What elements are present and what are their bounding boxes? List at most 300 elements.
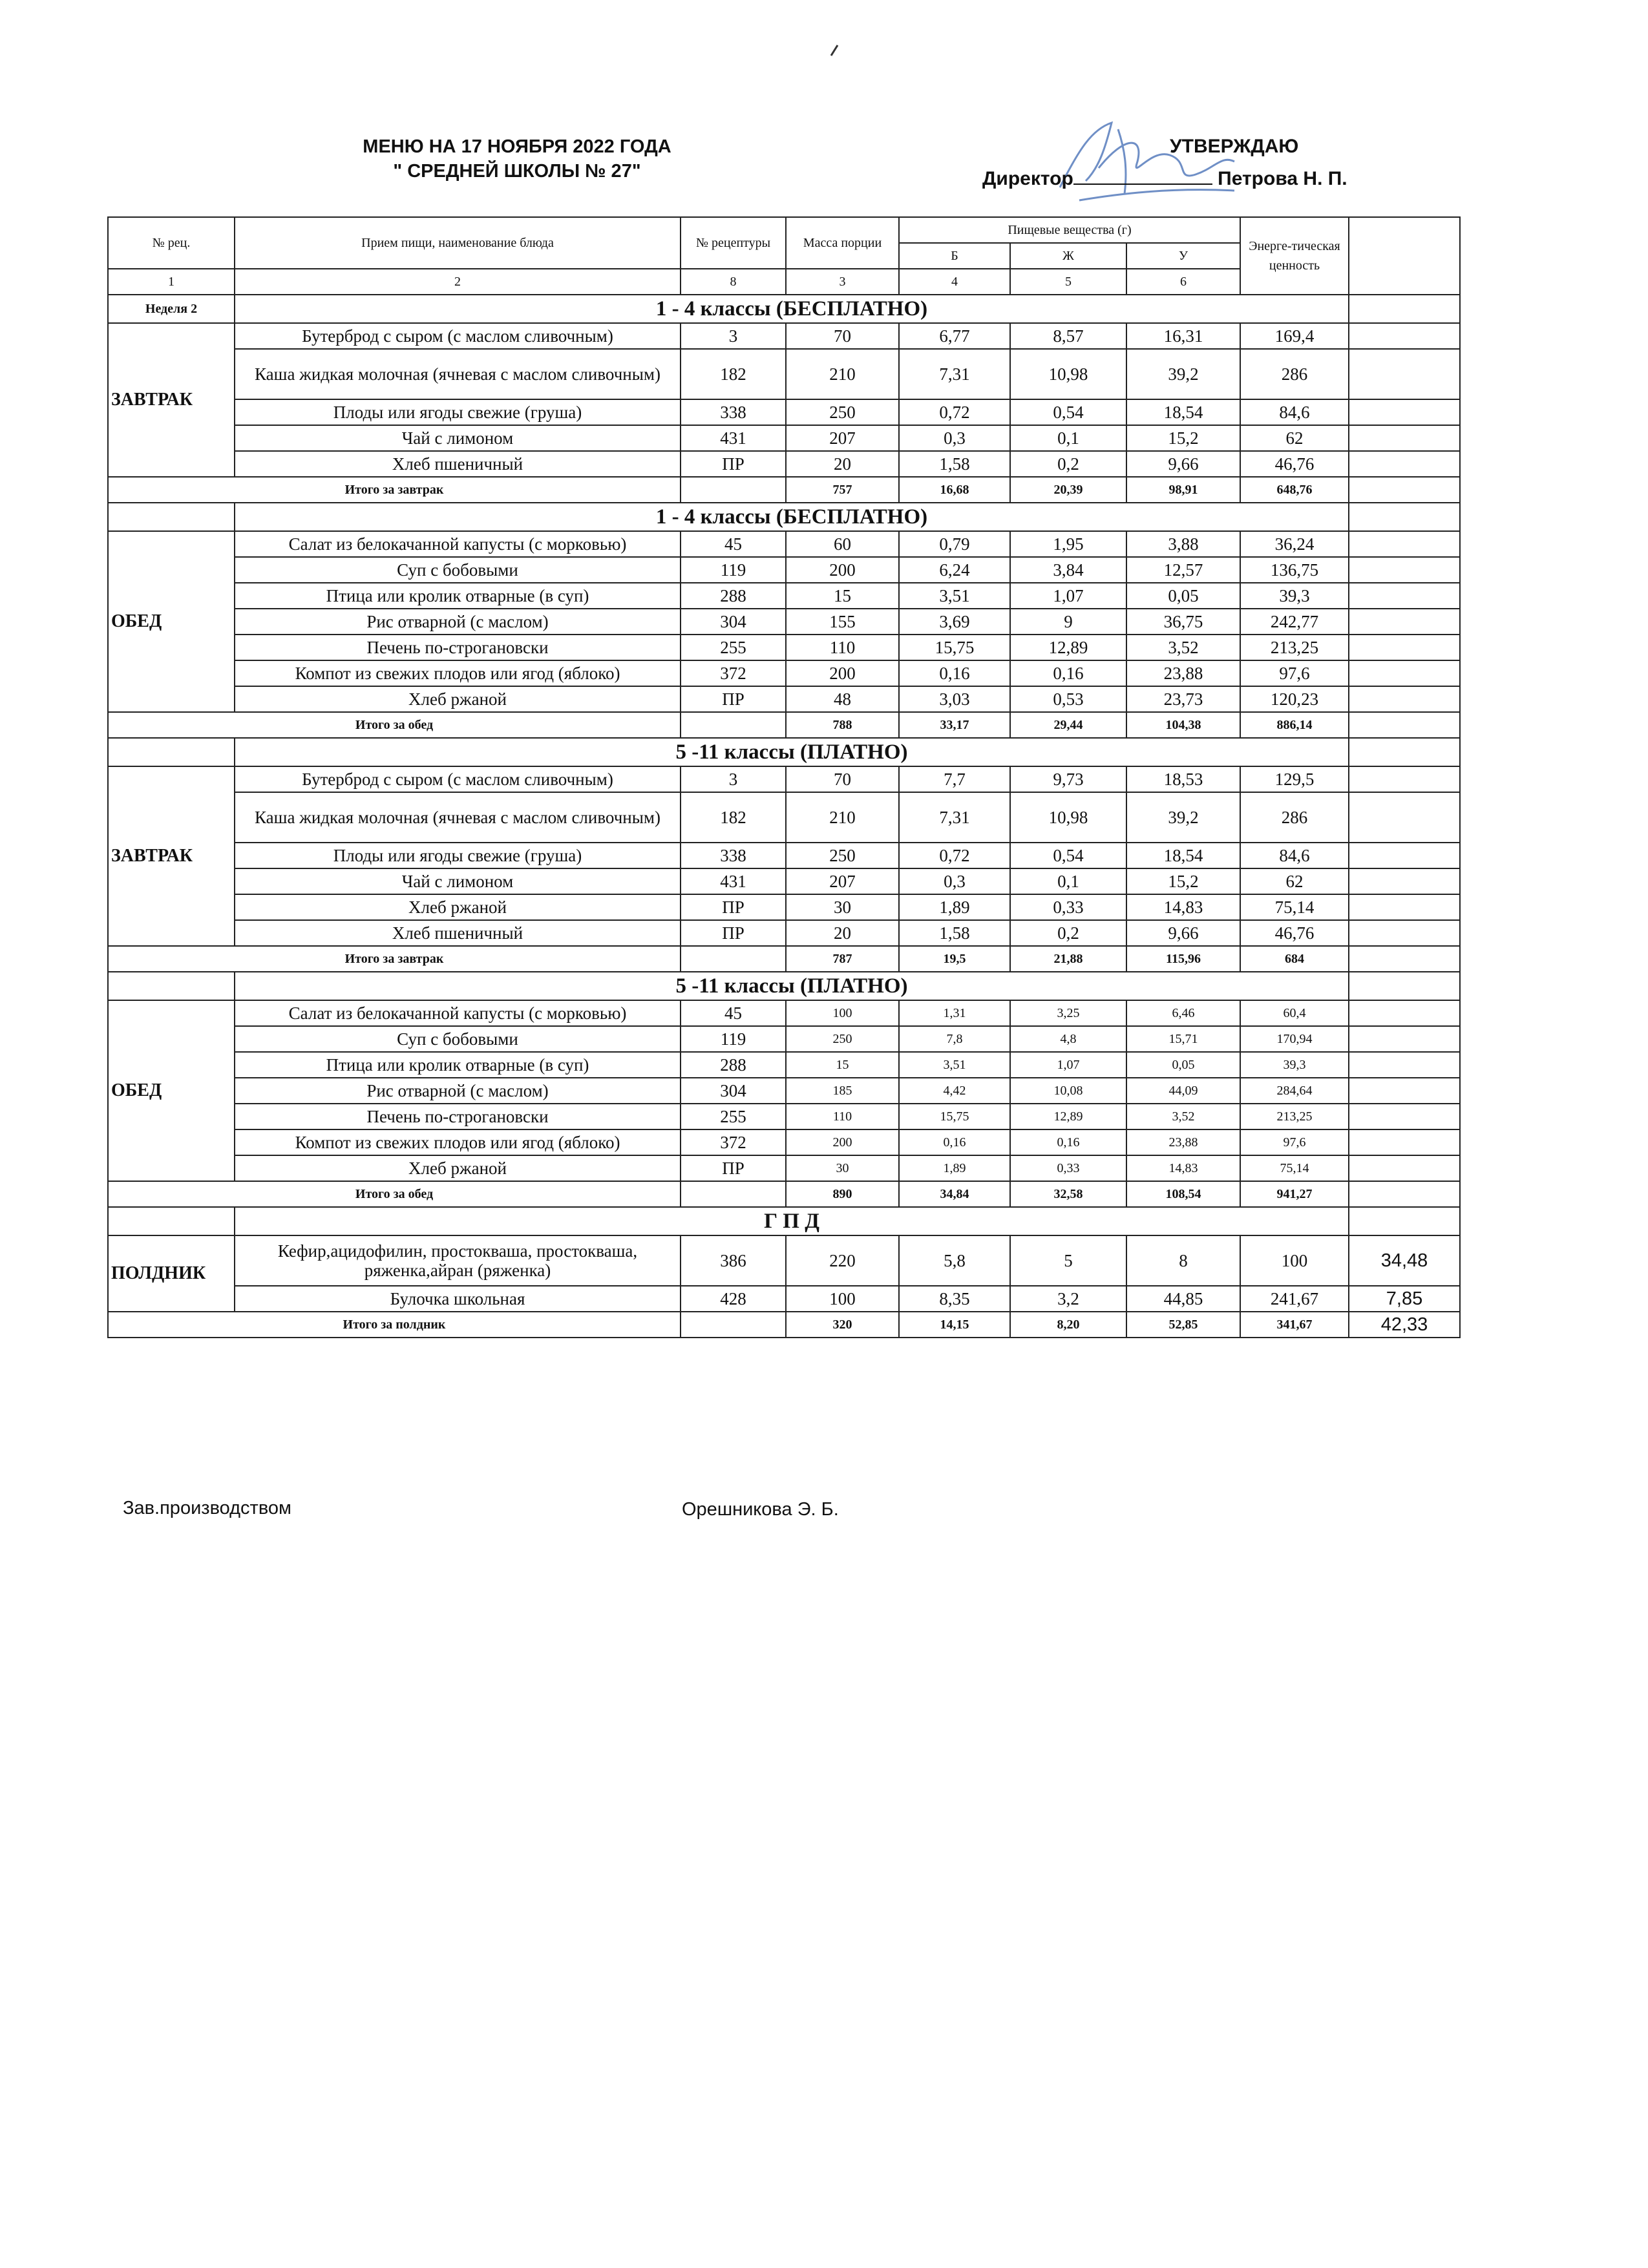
energy: 62 xyxy=(1240,425,1349,451)
protein: 0,16 xyxy=(899,1129,1010,1155)
fat: 9 xyxy=(1010,609,1126,635)
table-row xyxy=(108,1026,1460,1052)
protein: 7,31 xyxy=(899,349,1010,399)
header-row xyxy=(108,217,1460,243)
energy: 62 xyxy=(1240,868,1349,894)
carbs: 14,83 xyxy=(1126,1155,1240,1181)
recipe-no: ПР xyxy=(681,451,786,477)
table-row xyxy=(108,843,1460,868)
recipe-no: 3 xyxy=(681,766,786,792)
empty-cell xyxy=(1349,295,1460,323)
total-energy: 648,76 xyxy=(1240,477,1349,503)
menu-table xyxy=(107,216,1461,1338)
energy: 75,14 xyxy=(1240,894,1349,920)
dish-name: Компот из свежих плодов или ягод (яблоко) xyxy=(235,660,681,686)
title-line-2: " СРЕДНЕЙ ШКОЛЫ № 27" xyxy=(393,161,641,182)
col-energy: Энерге-тическая ценность xyxy=(1240,217,1349,295)
fat: 3,25 xyxy=(1010,1000,1126,1026)
table-row xyxy=(108,1286,1460,1312)
carbs: 16,31 xyxy=(1126,323,1240,349)
extra-value xyxy=(1349,1052,1460,1078)
total-mass: 787 xyxy=(786,946,899,972)
fat: 12,89 xyxy=(1010,635,1126,660)
portion-mass: 110 xyxy=(786,635,899,660)
protein: 0,3 xyxy=(899,868,1010,894)
dish-name: Чай с лимоном xyxy=(235,425,681,451)
fat: 0,54 xyxy=(1010,843,1126,868)
carbs: 6,46 xyxy=(1126,1000,1240,1026)
empty-cell xyxy=(681,946,786,972)
extra-value xyxy=(1349,425,1460,451)
recipe-no: 119 xyxy=(681,1026,786,1052)
portion-mass: 200 xyxy=(786,1129,899,1155)
carbs: 39,2 xyxy=(1126,792,1240,843)
protein: 0,72 xyxy=(899,399,1010,425)
fat: 3,2 xyxy=(1010,1286,1126,1312)
energy: 75,14 xyxy=(1240,1155,1349,1181)
total-fat: 21,88 xyxy=(1010,946,1126,972)
section-title: Г П Д xyxy=(235,1207,1349,1235)
table-row xyxy=(108,583,1460,609)
table-row xyxy=(108,531,1460,557)
fat: 9,73 xyxy=(1010,766,1126,792)
fat: 0,1 xyxy=(1010,868,1126,894)
dish-name: Плоды или ягоды свежие (груша) xyxy=(235,843,681,868)
extra-value xyxy=(1349,399,1460,425)
carbs: 12,57 xyxy=(1126,557,1240,583)
energy: 286 xyxy=(1240,792,1349,843)
fat: 3,84 xyxy=(1010,557,1126,583)
fat: 0,16 xyxy=(1010,1129,1126,1155)
extra-value xyxy=(1349,1104,1460,1129)
table-row xyxy=(108,920,1460,946)
protein: 1,89 xyxy=(899,894,1010,920)
carbs: 0,05 xyxy=(1126,1052,1240,1078)
protein: 3,51 xyxy=(899,1052,1010,1078)
energy: 284,64 xyxy=(1240,1078,1349,1104)
total-energy: 341,67 xyxy=(1240,1312,1349,1338)
carbs: 39,2 xyxy=(1126,349,1240,399)
fat: 0,33 xyxy=(1010,1155,1126,1181)
total-fat: 32,58 xyxy=(1010,1181,1126,1207)
energy: 170,94 xyxy=(1240,1026,1349,1052)
recipe-no: 288 xyxy=(681,583,786,609)
extra-value: 34,48 xyxy=(1349,1235,1460,1286)
total-row xyxy=(108,477,1460,503)
carbs: 18,54 xyxy=(1126,399,1240,425)
protein: 4,42 xyxy=(899,1078,1010,1104)
col-num: 2 xyxy=(235,269,681,295)
meal-label: ЗАВТРАК xyxy=(108,323,235,477)
section-row xyxy=(108,972,1460,1000)
extra-value xyxy=(1349,868,1460,894)
table-row xyxy=(108,349,1460,399)
portion-mass: 70 xyxy=(786,766,899,792)
recipe-no: 386 xyxy=(681,1235,786,1286)
protein: 1,31 xyxy=(899,1000,1010,1026)
table-row xyxy=(108,1129,1460,1155)
carbs: 15,71 xyxy=(1126,1026,1240,1052)
carbs: 18,53 xyxy=(1126,766,1240,792)
total-carbs: 98,91 xyxy=(1126,477,1240,503)
col-mass: Масса порции xyxy=(786,217,899,269)
recipe-no: 119 xyxy=(681,557,786,583)
table-row xyxy=(108,451,1460,477)
total-mass: 320 xyxy=(786,1312,899,1338)
protein: 7,8 xyxy=(899,1026,1010,1052)
footer-manager-name: Орешникова Э. Б. xyxy=(682,1499,839,1520)
signature-stamp-icon xyxy=(1041,110,1254,220)
fat: 0,53 xyxy=(1010,686,1126,712)
portion-mass: 185 xyxy=(786,1078,899,1104)
portion-mass: 100 xyxy=(786,1000,899,1026)
total-protein: 33,17 xyxy=(899,712,1010,738)
portion-mass: 100 xyxy=(786,1286,899,1312)
total-row xyxy=(108,712,1460,738)
extra-value xyxy=(1349,1078,1460,1104)
protein: 6,24 xyxy=(899,557,1010,583)
dish-name: Компот из свежих плодов или ягод (яблоко) xyxy=(235,1129,681,1155)
table-row xyxy=(108,894,1460,920)
protein: 1,58 xyxy=(899,451,1010,477)
portion-mass: 250 xyxy=(786,843,899,868)
portion-mass: 155 xyxy=(786,609,899,635)
energy: 169,4 xyxy=(1240,323,1349,349)
carbs: 9,66 xyxy=(1126,920,1240,946)
total-label: Итого за обед xyxy=(108,712,681,738)
total-label: Итого за завтрак xyxy=(108,946,681,972)
total-carbs: 52,85 xyxy=(1126,1312,1240,1338)
dish-name: Птица или кролик отварные (в суп) xyxy=(235,583,681,609)
section-row xyxy=(108,1207,1460,1235)
meal-label: ОБЕД xyxy=(108,531,235,712)
empty-cell xyxy=(681,1312,786,1338)
energy: 136,75 xyxy=(1240,557,1349,583)
energy: 213,25 xyxy=(1240,635,1349,660)
portion-mass: 60 xyxy=(786,531,899,557)
total-protein: 19,5 xyxy=(899,946,1010,972)
portion-mass: 200 xyxy=(786,660,899,686)
dish-name: Птица или кролик отварные (в суп) xyxy=(235,1052,681,1078)
dish-name: Булочка школьная xyxy=(235,1286,681,1312)
recipe-no: 45 xyxy=(681,531,786,557)
empty-cell xyxy=(681,1181,786,1207)
carbs: 18,54 xyxy=(1126,843,1240,868)
fat: 0,54 xyxy=(1010,399,1126,425)
col-num: 1 xyxy=(108,269,235,295)
table-row xyxy=(108,399,1460,425)
fat: 0,1 xyxy=(1010,425,1126,451)
week-cell xyxy=(108,738,235,766)
recipe-no: 431 xyxy=(681,868,786,894)
footer-manager-label: Зав.производством xyxy=(123,1498,291,1518)
protein: 7,31 xyxy=(899,792,1010,843)
dish-name: Рис отварной (с маслом) xyxy=(235,609,681,635)
total-mass: 890 xyxy=(786,1181,899,1207)
director-label: Директор xyxy=(982,168,1073,189)
energy: 36,24 xyxy=(1240,531,1349,557)
total-energy: 941,27 xyxy=(1240,1181,1349,1207)
portion-mass: 250 xyxy=(786,1026,899,1052)
empty-cell xyxy=(1349,1181,1460,1207)
total-label: Итого за обед xyxy=(108,1181,681,1207)
recipe-no: 45 xyxy=(681,1000,786,1026)
protein: 0,79 xyxy=(899,531,1010,557)
protein: 0,16 xyxy=(899,660,1010,686)
energy: 286 xyxy=(1240,349,1349,399)
table-row xyxy=(108,868,1460,894)
document-title xyxy=(355,134,679,184)
recipe-no: ПР xyxy=(681,894,786,920)
col-rec-no: № рец. xyxy=(108,217,235,269)
recipe-no: ПР xyxy=(681,1155,786,1181)
dish-name: Хлеб пшеничный xyxy=(235,451,681,477)
energy: 97,6 xyxy=(1240,660,1349,686)
empty-cell xyxy=(1349,712,1460,738)
portion-mass: 20 xyxy=(786,920,899,946)
recipe-no: ПР xyxy=(681,686,786,712)
carbs: 0,05 xyxy=(1126,583,1240,609)
protein: 0,72 xyxy=(899,843,1010,868)
protein: 3,69 xyxy=(899,609,1010,635)
table-row xyxy=(108,792,1460,843)
col-num: 6 xyxy=(1126,269,1240,295)
fat: 10,98 xyxy=(1010,349,1126,399)
col-zh: Ж xyxy=(1010,243,1126,269)
dish-name: Кефир,ацидофилин, простокваша, простокваша, ряженка,айран (ряженка) xyxy=(235,1235,681,1286)
title-line-1: МЕНЮ НА 17 НОЯБРЯ 2022 ГОДА xyxy=(363,136,671,157)
extra-value xyxy=(1349,766,1460,792)
dish-name: Печень по-строгановски xyxy=(235,635,681,660)
portion-mass: 220 xyxy=(786,1235,899,1286)
total-extra: 42,33 xyxy=(1349,1312,1460,1338)
total-label: Итого за полдник xyxy=(108,1312,681,1338)
portion-mass: 30 xyxy=(786,894,899,920)
recipe-no: 372 xyxy=(681,1129,786,1155)
col-num: 8 xyxy=(681,269,786,295)
energy: 242,77 xyxy=(1240,609,1349,635)
portion-mass: 110 xyxy=(786,1104,899,1129)
total-row xyxy=(108,1181,1460,1207)
protein: 1,89 xyxy=(899,1155,1010,1181)
recipe-no: 431 xyxy=(681,425,786,451)
extra-value xyxy=(1349,660,1460,686)
extra-value xyxy=(1349,1000,1460,1026)
meal-label: ОБЕД xyxy=(108,1000,235,1181)
total-fat: 29,44 xyxy=(1010,712,1126,738)
dish-name: Салат из белокачанной капусты (с морковью) xyxy=(235,1000,681,1026)
week-cell xyxy=(108,503,235,531)
dish-name: Бутерброд с сыром (с маслом сливочным) xyxy=(235,323,681,349)
portion-mass: 210 xyxy=(786,349,899,399)
extra-value xyxy=(1349,686,1460,712)
section-title: 1 - 4 классы (БЕСПЛАТНО) xyxy=(235,503,1349,531)
extra-value xyxy=(1349,1155,1460,1181)
extra-value xyxy=(1349,583,1460,609)
extra-value xyxy=(1349,557,1460,583)
dish-name: Хлеб пшеничный xyxy=(235,920,681,946)
table-row xyxy=(108,635,1460,660)
fat: 10,98 xyxy=(1010,792,1126,843)
table-row xyxy=(108,686,1460,712)
protein: 8,35 xyxy=(899,1286,1010,1312)
fat: 1,95 xyxy=(1010,531,1126,557)
portion-mass: 210 xyxy=(786,792,899,843)
dish-name: Суп с бобовыми xyxy=(235,1026,681,1052)
extra-value xyxy=(1349,843,1460,868)
week-cell: Неделя 2 xyxy=(108,295,235,323)
protein: 7,7 xyxy=(899,766,1010,792)
dish-name: Салат из белокачанной капусты (с морковью) xyxy=(235,531,681,557)
table-row xyxy=(108,1000,1460,1026)
total-protein: 34,84 xyxy=(899,1181,1010,1207)
energy: 84,6 xyxy=(1240,843,1349,868)
extra-value xyxy=(1349,609,1460,635)
dish-name: Суп с бобовыми xyxy=(235,557,681,583)
total-energy: 684 xyxy=(1240,946,1349,972)
portion-mass: 250 xyxy=(786,399,899,425)
recipe-no: 255 xyxy=(681,1104,786,1129)
portion-mass: 30 xyxy=(786,1155,899,1181)
energy: 84,6 xyxy=(1240,399,1349,425)
col-dish: Прием пищи, наименование блюда xyxy=(235,217,681,269)
col-nutrients: Пищевые вещества (г) xyxy=(899,217,1240,243)
week-cell xyxy=(108,1207,235,1235)
extra-value xyxy=(1349,323,1460,349)
section-title: 1 - 4 классы (БЕСПЛАТНО) xyxy=(235,295,1349,323)
protein: 1,58 xyxy=(899,920,1010,946)
energy: 60,4 xyxy=(1240,1000,1349,1026)
empty-cell xyxy=(1349,738,1460,766)
director-name: Петрова Н. П. xyxy=(1218,168,1347,189)
energy: 97,6 xyxy=(1240,1129,1349,1155)
portion-mass: 15 xyxy=(786,583,899,609)
portion-mass: 15 xyxy=(786,1052,899,1078)
table-row xyxy=(108,609,1460,635)
carbs: 15,2 xyxy=(1126,868,1240,894)
portion-mass: 207 xyxy=(786,868,899,894)
total-mass: 757 xyxy=(786,477,899,503)
energy: 46,76 xyxy=(1240,920,1349,946)
fat: 10,08 xyxy=(1010,1078,1126,1104)
extra-value xyxy=(1349,1129,1460,1155)
portion-mass: 200 xyxy=(786,557,899,583)
dish-name: Плоды или ягоды свежие (груша) xyxy=(235,399,681,425)
dish-name: Хлеб ржаной xyxy=(235,686,681,712)
table-row xyxy=(108,1104,1460,1129)
table-row xyxy=(108,1235,1460,1286)
fat: 0,2 xyxy=(1010,451,1126,477)
table-row xyxy=(108,425,1460,451)
dish-name: Каша жидкая молочная (ячневая с маслом сливочным) xyxy=(235,792,681,843)
portion-mass: 48 xyxy=(786,686,899,712)
recipe-no: ПР xyxy=(681,920,786,946)
recipe-no: 288 xyxy=(681,1052,786,1078)
carbs: 3,88 xyxy=(1126,531,1240,557)
total-protein: 16,68 xyxy=(899,477,1010,503)
director-line xyxy=(982,167,1347,190)
table-row xyxy=(108,1052,1460,1078)
dish-name: Хлеб ржаной xyxy=(235,1155,681,1181)
energy: 213,25 xyxy=(1240,1104,1349,1129)
meal-label: ПОЛДНИК xyxy=(108,1235,235,1312)
col-b: Б xyxy=(899,243,1010,269)
protein: 0,3 xyxy=(899,425,1010,451)
extra-value xyxy=(1349,635,1460,660)
section-row xyxy=(108,503,1460,531)
extra-value xyxy=(1349,531,1460,557)
col-num: 5 xyxy=(1010,269,1126,295)
empty-cell xyxy=(1349,477,1460,503)
signature-line xyxy=(1073,167,1212,185)
total-fat: 20,39 xyxy=(1010,477,1126,503)
empty-cell xyxy=(1349,503,1460,531)
carbs: 3,52 xyxy=(1126,635,1240,660)
approve-label: УТВЕРЖДАЮ xyxy=(1170,136,1299,157)
section-title: 5 -11 классы (ПЛАТНО) xyxy=(235,738,1349,766)
recipe-no: 182 xyxy=(681,349,786,399)
extra-value xyxy=(1349,792,1460,843)
protein: 6,77 xyxy=(899,323,1010,349)
recipe-no: 428 xyxy=(681,1286,786,1312)
protein: 15,75 xyxy=(899,1104,1010,1129)
carbs: 23,88 xyxy=(1126,660,1240,686)
recipe-no: 255 xyxy=(681,635,786,660)
extra-value xyxy=(1349,894,1460,920)
fat: 8,57 xyxy=(1010,323,1126,349)
total-fat: 8,20 xyxy=(1010,1312,1126,1338)
extra-value: 7,85 xyxy=(1349,1286,1460,1312)
dish-name: Хлеб ржаной xyxy=(235,894,681,920)
col-recipe: № рецептуры xyxy=(681,217,786,269)
energy: 39,3 xyxy=(1240,1052,1349,1078)
col-num: 3 xyxy=(786,269,899,295)
recipe-no: 338 xyxy=(681,399,786,425)
carbs: 36,75 xyxy=(1126,609,1240,635)
empty-cell xyxy=(1349,1207,1460,1235)
total-mass: 788 xyxy=(786,712,899,738)
table-row xyxy=(108,1155,1460,1181)
carbs: 44,85 xyxy=(1126,1286,1240,1312)
dish-name: Рис отварной (с маслом) xyxy=(235,1078,681,1104)
fat: 1,07 xyxy=(1010,583,1126,609)
carbs: 15,2 xyxy=(1126,425,1240,451)
energy: 39,3 xyxy=(1240,583,1349,609)
fat: 12,89 xyxy=(1010,1104,1126,1129)
portion-mass: 20 xyxy=(786,451,899,477)
carbs: 3,52 xyxy=(1126,1104,1240,1129)
dish-name: Чай с лимоном xyxy=(235,868,681,894)
total-row xyxy=(108,946,1460,972)
protein: 5,8 xyxy=(899,1235,1010,1286)
total-carbs: 108,54 xyxy=(1126,1181,1240,1207)
extra-value xyxy=(1349,1026,1460,1052)
table-row xyxy=(108,1078,1460,1104)
pen-mark xyxy=(829,44,841,57)
col-u: У xyxy=(1126,243,1240,269)
carbs: 8 xyxy=(1126,1235,1240,1286)
recipe-no: 372 xyxy=(681,660,786,686)
col-extra xyxy=(1349,217,1460,295)
col-num: 4 xyxy=(899,269,1010,295)
table-row xyxy=(108,323,1460,349)
extra-value xyxy=(1349,920,1460,946)
extra-value xyxy=(1349,451,1460,477)
fat: 0,2 xyxy=(1010,920,1126,946)
section-title: 5 -11 классы (ПЛАТНО) xyxy=(235,972,1349,1000)
empty-cell xyxy=(1349,972,1460,1000)
recipe-no: 304 xyxy=(681,1078,786,1104)
